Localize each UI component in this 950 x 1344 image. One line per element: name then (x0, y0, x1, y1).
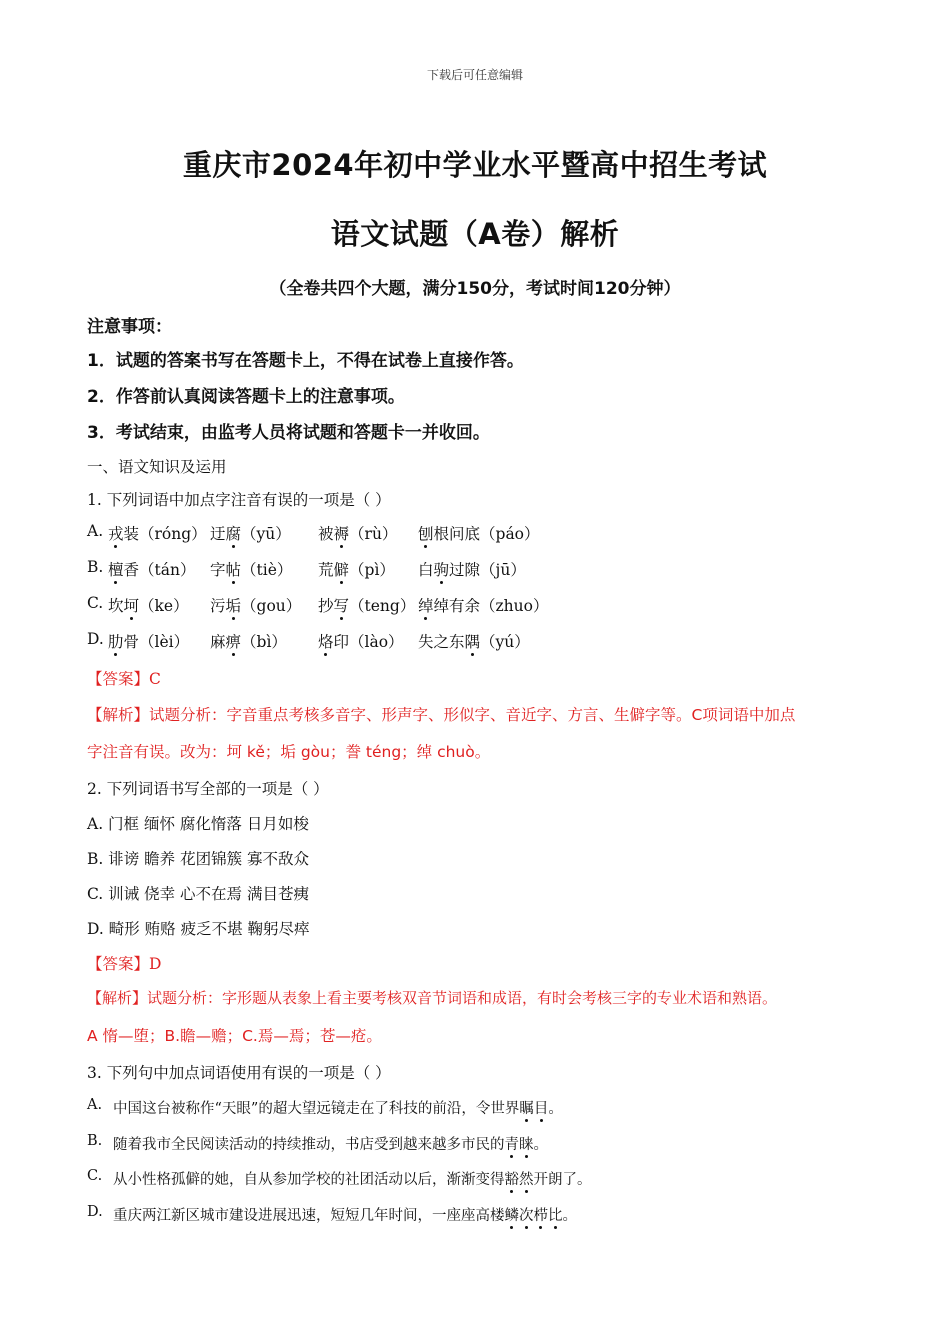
question-1-analysis: 【解析】试题分析：字音重点考核多音字、形声字、形似字、音近字、方言、生僻字等。C项词语中加点 (87, 706, 796, 724)
question-2-option-a: A. 门框 缅怀 腐化惰落 日月如梭 (87, 815, 309, 833)
question-1-option-word: 抄写（teng） (318, 594, 415, 616)
dotted-character: 腐 (226, 522, 242, 544)
note-item: 1．试题的答案书写在答题卡上，不得在试卷上直接作答。 (87, 351, 524, 371)
dotted-character: 帖 (226, 558, 242, 580)
question-1-analysis-cont: 字注音有误。改为：坷 kě；垢 gòu；誊 téng；绰 chuò。 (87, 743, 491, 761)
header-note: 下载后可任意编辑 (426, 68, 523, 82)
dotted-character: 僻 (334, 558, 350, 580)
question-3-option-label: C. (87, 1168, 103, 1184)
question-1-stem: 1. 下列词语中加点字注音有误的一项是（ ） (87, 491, 391, 509)
dotted-character: 戎 (108, 522, 124, 544)
exam-info: （全卷共四个大题，满分150分，考试时间120分钟） (269, 279, 681, 299)
question-1-option-word: 荒僻（pì） (318, 558, 395, 580)
question-1-option-word: 被褥（rù） (318, 522, 397, 544)
dotted-phrase: 青睐 (505, 1137, 534, 1153)
section-heading: 一、语文知识及运用 (87, 458, 227, 476)
dotted-character: 坷 (124, 594, 140, 616)
question-3-option-text: 随着我市全民阅读活动的持续推动，书店受到越来越多市民的青睐。 (113, 1133, 548, 1154)
page-subtitle: 语文试题（A卷）解析 (330, 217, 620, 251)
question-1-answer: 【答案】C (87, 670, 161, 688)
dotted-character: 隅 (465, 630, 481, 652)
question-2-analysis-cont: A 惰—堕；B.瞻—赡；C.焉—焉；苍—疮。 (87, 1027, 382, 1045)
question-1-option-label: D. (87, 630, 104, 648)
question-1-option-word: 失之东隅（yú） (418, 630, 530, 652)
dotted-character: 刨 (418, 522, 434, 544)
question-1-option-word: 烙印（lào） (318, 630, 404, 652)
dotted-character: 褥 (334, 522, 350, 544)
note-item: 3．考试结束，由监考人员将试题和答题卡一并收回。 (87, 423, 490, 443)
question-2-analysis: 【解析】试题分析：字形题从表象上看主要考核双音节词语和成语，有时会考核三字的专业术语和熟语。 (87, 989, 778, 1007)
dotted-phrase: 瞩目 (519, 1101, 548, 1117)
question-3-option-text: 重庆两江新区城市建设进展迅速，短短几年时间，一座座高楼鳞次栉比。 (113, 1204, 577, 1225)
dotted-phrase: 鳞次栉比 (505, 1208, 563, 1224)
dotted-character: 烙 (318, 630, 334, 652)
question-2-option-b: B. 诽谤 瞻养 花团锦簇 寡不敌众 (87, 850, 310, 868)
page-title: 重庆市2024年初中学业水平暨高中招生考试 (182, 148, 768, 182)
question-2-stem: 2. 下列词语书写全部的一项是（ ） (87, 780, 329, 798)
question-1-option-word: 绰绰有余（zhuo） (418, 594, 548, 616)
question-3-option-label: B. (87, 1133, 103, 1149)
question-3-option-text: 从小性格孤僻的她，自从参加学校的社团活动以后，渐渐变得豁然开朗了。 (113, 1168, 592, 1189)
question-2-answer: 【答案】D (87, 955, 162, 973)
question-1-option-word: 污垢（gou） (210, 594, 301, 616)
dotted-character: 檀 (108, 558, 124, 580)
dotted-character: 写 (334, 594, 350, 616)
question-1-option-label: B. (87, 558, 104, 576)
dotted-character: 垢 (226, 594, 242, 616)
question-3-option-text: 中国这台被称作“天眼”的超大望远镜走在了科技的前沿，令世界瞩目。 (113, 1097, 563, 1118)
question-1-option-label: A. (87, 522, 104, 540)
question-1-option-word: 字帖（tiè） (210, 558, 292, 580)
question-3-stem: 3. 下列句中加点词语使用有误的一项是（ ） (87, 1064, 391, 1082)
question-2-option-c: C. 训诫 侥幸 心不在焉 满目苍痍 (87, 885, 309, 903)
question-2-option-d: D. 畸形 贿赂 疲乏不堪 鞠躬尽瘁 (87, 920, 310, 938)
question-1-option-word: 檀香（tán） (108, 558, 195, 580)
note-item: 2．作答前认真阅读答题卡上的注意事项。 (87, 387, 405, 407)
question-3-option-label: D. (87, 1204, 103, 1220)
dotted-character: 绰 (418, 594, 434, 616)
dotted-phrase: 豁然 (505, 1172, 534, 1188)
question-1-option-word: 迂腐（yū） (210, 522, 291, 544)
question-1-option-word: 肋骨（lèi） (108, 630, 189, 652)
question-1-option-word: 戎装（róng） (108, 522, 207, 544)
question-1-option-word: 白驹过隙（jū） (418, 558, 526, 580)
question-1-option-word: 麻痹（bì） (210, 630, 287, 652)
notes-heading: 注意事项： (87, 317, 172, 337)
dotted-character: 痹 (226, 630, 242, 652)
question-1-option-word: 坎坷（ke） (108, 594, 189, 616)
dotted-character: 驹 (434, 558, 450, 580)
question-1-option-word: 刨根问底（páo） (418, 522, 540, 544)
dotted-character: 肋 (108, 630, 124, 652)
question-1-option-label: C. (87, 594, 104, 612)
question-3-option-label: A. (87, 1097, 103, 1113)
